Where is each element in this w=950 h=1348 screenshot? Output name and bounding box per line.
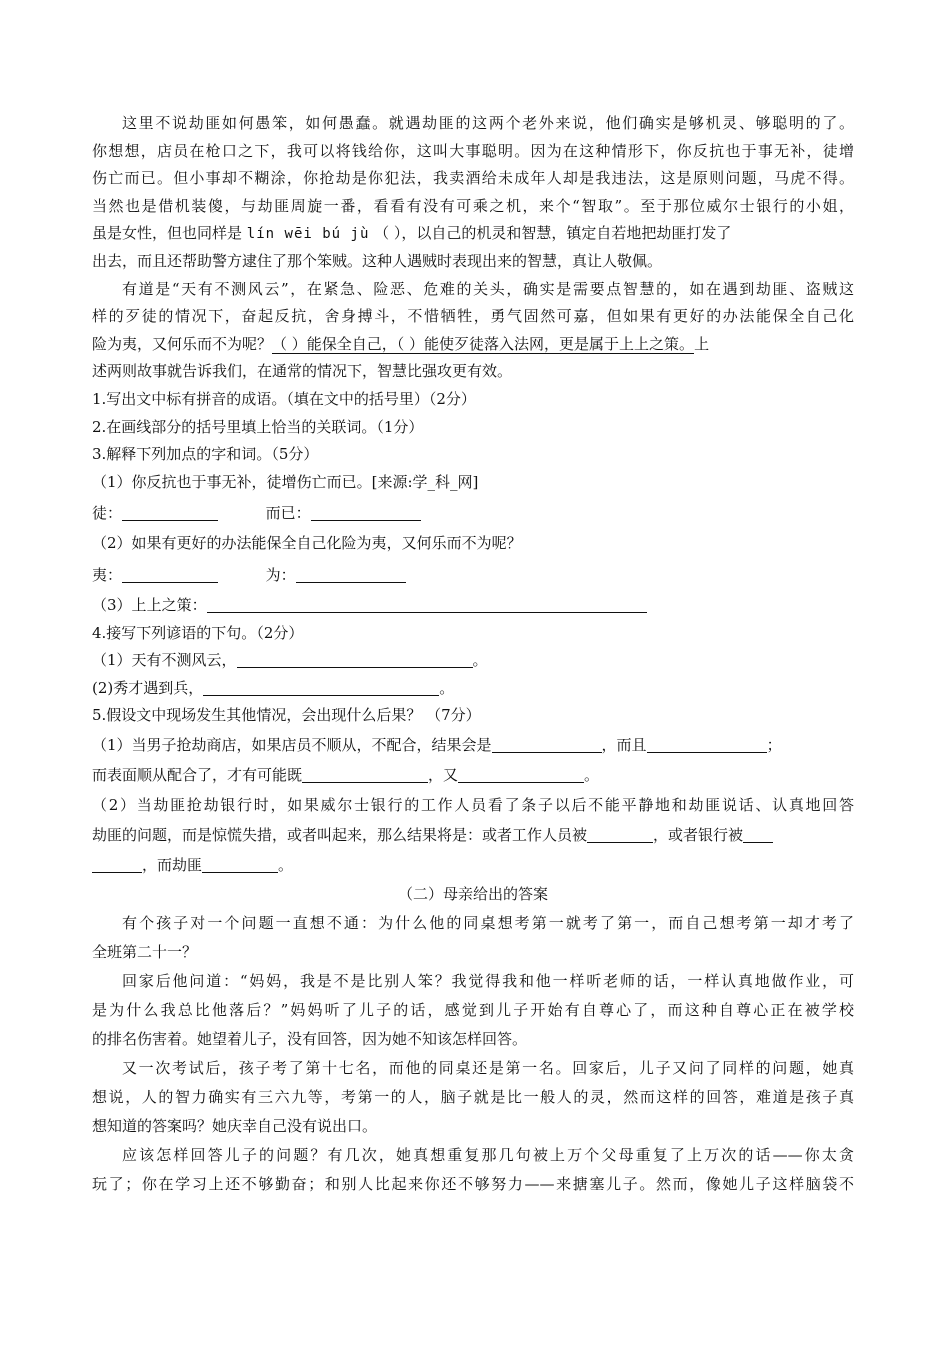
text-fragment: 劫匪的问题，而是惊慌失措，或者叫起来，那么结果将是：或者工作人员被: [92, 825, 588, 844]
dotted-char: 而: [326, 472, 342, 491]
answer-blank[interactable]: [311, 502, 421, 521]
text-fragment: （1）你反抗也于事无补，徒增伤亡而已。[来源:学_科_网]: [92, 473, 478, 491]
dotted-char: 已: [341, 472, 357, 491]
question-5: 5.假设文中现场发生其他情况，会出现什么后果？ （7分）: [92, 706, 481, 725]
text-fragment: 上: [694, 334, 710, 353]
question-5-2-end: [92, 850, 854, 880]
answer-label: 夷：: [92, 565, 123, 584]
pinyin-text: lín wēi bú jù: [246, 226, 370, 243]
question-3-2-answers: [92, 558, 854, 592]
dotted-char: 上: [146, 595, 162, 614]
text-fragment: ，又: [428, 765, 459, 784]
dotted-char: 上: [131, 595, 147, 614]
text-fragment: 险为夷，又何乐而不为呢？: [92, 334, 273, 353]
question-4-1: [92, 647, 854, 675]
question-3-1-answers: [92, 496, 854, 530]
answer-blank[interactable]: [587, 824, 653, 843]
paragraph-line: [92, 220, 854, 248]
text-fragment: 。: [472, 651, 488, 670]
paragraph-line: 想知道的答案吗？她庆幸自己没有说出口。: [92, 1116, 378, 1135]
text-fragment: （1）当男子抢劫商店，如果店员不顺从，不配合，结果会是: [92, 735, 492, 754]
paragraph-line: 又一次考试后，孩子考了第十七名，而他的同桌还是第一名。回家后，儿子又问了同样的问题，她真: [122, 1058, 854, 1077]
dotted-char: 徒: [266, 472, 282, 491]
paragraph-line: 有道是“天有不测风云”，在紧急、险恶、危难的关头，确实是需要点智慧的，如在遇到劫匪、盗贼这: [122, 279, 854, 298]
text-fragment: 。: [278, 855, 294, 874]
answer-blank[interactable]: [458, 764, 584, 783]
text-fragment: 。: [439, 678, 455, 697]
underlined-sentence: （ ）能保全自己，（ ）能使歹徒落入法网，更是属于上上之策。: [272, 334, 695, 353]
text-fragment: ，而劫匪: [142, 855, 203, 874]
text-fragment: （3）上上之策：: [92, 596, 207, 614]
answer-label: 徒：: [92, 504, 123, 523]
paragraph-line: 全班第二十一？: [92, 942, 198, 961]
question-3-1: [92, 469, 854, 497]
answer-blank[interactable]: [743, 824, 773, 843]
answer-blank[interactable]: [203, 677, 439, 696]
paragraph-line: 出去，而且还帮助警方逮住了那个笨贼。这种人遇贼时表现出来的智慧，真让人敬佩。: [92, 251, 663, 270]
question-3-3: [92, 592, 854, 620]
answer-label: 而已：: [265, 504, 311, 523]
paragraph-line: [92, 331, 854, 359]
answer-blank[interactable]: [92, 854, 142, 873]
paragraph-line: 样的歹徒的情况下，奋起反抗，舍身搏斗，不惜牺牲，勇气固然可嘉，但如果有更好的办法能保全自己化: [92, 307, 854, 326]
text-fragment: ；: [766, 735, 782, 754]
paragraph-line: 想说，人的智力确实有三六九等，考第一的人，脑子就是比一般人的灵，然而这样的回答，难道是孩子真: [92, 1087, 854, 1106]
paragraph-line: 的排名伤害着。她望着儿子，没有回答，因为她不知该怎样回答。: [92, 1029, 528, 1048]
text-fragment: 虽是女性，但也同样是: [92, 224, 243, 243]
question-5-1-cont: [92, 760, 854, 790]
paragraph-line: 这里不说劫匪如何愚笨，如何愚蠢。就遇劫匪的这两个老外来说，他们确实是够机灵、够聪明的了。: [122, 114, 854, 132]
paragraph-line: 述两则故事就告诉我们，在通常的情况下，智慧比强攻更有效。: [92, 362, 513, 381]
dotted-char: 策: [176, 595, 192, 614]
paragraph-line: 应该怎样回答儿子的问题？有几次，她真想重复那几句被上万个父母重复了上万次的话——你太贪: [122, 1145, 854, 1164]
document-body: [92, 110, 854, 1199]
paragraph-line: 玩了；你在学习上还不够勤奋；和别人比起来你还不够努力——来搪塞儿子。然而，像她儿子这样脑袋不: [92, 1174, 854, 1193]
question-3: 3.解释下列加点的字和词。（5分）: [92, 445, 319, 464]
text-fragment: （1）天有不测风云，: [92, 651, 237, 670]
text-fragment: ，或者银行被: [653, 825, 744, 844]
question-2: 2.在画线部分的括号里填上恰当的关联词。（1分）: [92, 417, 424, 436]
answer-blank[interactable]: [202, 854, 278, 873]
paragraph-line: 回家后他问道：“妈妈，我是不是比别人笨？我觉得我和他一样听老师的话，一样认真地做作业，可: [122, 971, 854, 990]
dotted-char: 之: [161, 595, 177, 614]
text-fragment: (2)秀才遇到兵，: [92, 678, 204, 697]
question-3-2: [92, 530, 854, 558]
dotted-char: 夷: [371, 534, 387, 553]
text-fragment: （2）如果有更好的办法能保全自己化险为夷，又何乐而不为呢？: [92, 534, 522, 552]
dotted-char: 为: [476, 534, 492, 553]
question-4-2: [92, 675, 854, 703]
answer-blank[interactable]: [122, 564, 218, 583]
answer-blank[interactable]: [237, 649, 473, 668]
question-5-2-cont: [92, 820, 854, 850]
paragraph-line: 你想想，店员在枪口之下，我可以将钱给你，这叫大事聪明。因为在这种情形下，你反抗也于事无补，徒增: [92, 141, 854, 160]
answer-blank[interactable]: [296, 564, 406, 583]
question-5-1: [92, 730, 854, 760]
paragraph-line: 伤亡而已。但小事却不糊涂，你抢劫是你犯法，我卖酒给未成年人却是我违法，这是原则问题，马虎不得。: [92, 169, 854, 188]
answer-blank[interactable]: [122, 502, 218, 521]
answer-blank[interactable]: [647, 734, 767, 753]
text-fragment: 。: [584, 765, 600, 784]
paragraph-line: 是为什么我总比他落后？”妈妈听了儿子的话，感觉到儿子开始有自尊心了，而这种自尊心正在被学校: [92, 1000, 854, 1019]
paragraph-line: 当然也是借机装傻，与劫匪周旋一番，看看有没有可乘之机，来个“智取”。至于那位威尔士银行的小姐，: [92, 196, 854, 215]
text-fragment: ，而且: [601, 735, 647, 754]
section-title: （二）母亲给出的答案: [397, 884, 548, 903]
question-4: 4.接写下列谚语的下句。（2分）: [92, 623, 304, 642]
answer-blank[interactable]: [492, 734, 602, 753]
answer-blank[interactable]: [302, 764, 428, 783]
text-fragment: 而表面顺从配合了，才有可能既: [92, 765, 303, 784]
answer-label: 为：: [265, 565, 296, 584]
paragraph-line: 有个孩子对一个问题一直想不通：为什么他的同桌想考第一就考了第一，而自己想考第一却才考了: [122, 913, 854, 932]
text-fragment: （ ），以自己的机灵和智慧，镇定自若地把劫匪打发了: [374, 224, 732, 243]
answer-blank[interactable]: [207, 594, 647, 613]
question-1: 1.写出文中标有拼音的成语。（填在文中的括号里）（2分）: [92, 389, 476, 408]
question-5-2: （2）当劫匪抢劫银行时，如果威尔士银行的工作人员看了条子以后不能平静地和劫匪说话、认真地回答: [92, 795, 854, 814]
